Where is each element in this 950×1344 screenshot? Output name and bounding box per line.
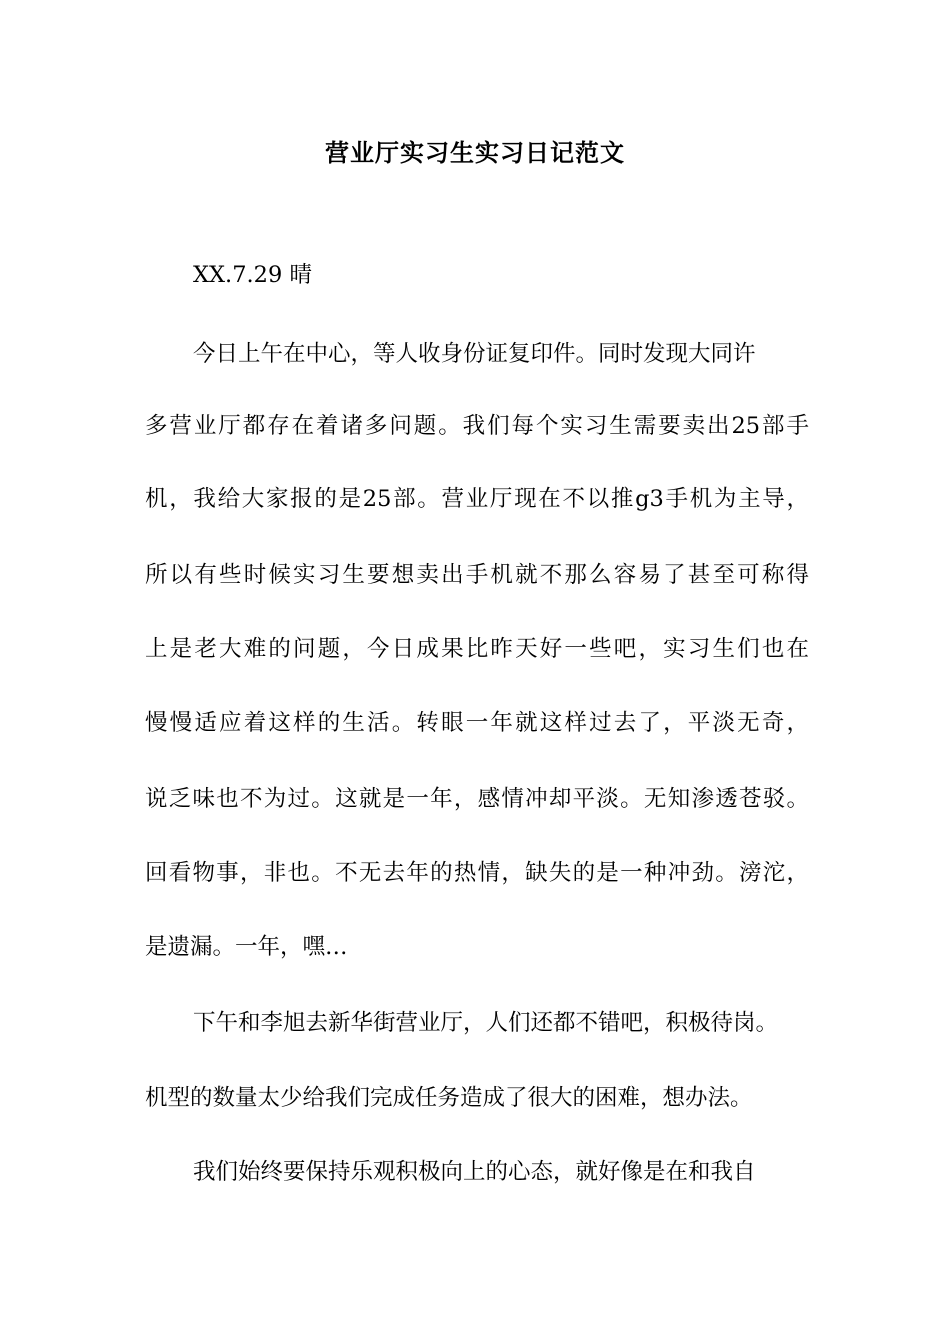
paragraph-line: 今日上午在中心，等人收身份证复印件。同时发现大同许 (193, 341, 756, 367)
document-title: 营业厅实习生实习日记范文 (325, 139, 625, 167)
paragraph-line: 说乏味也不为过。这就是一年，感情冲却平淡。无知渗透苍驳。 (145, 786, 809, 812)
paragraph-line: 我们始终要保持乐观积极向上的心态，就好像是在和我自 (193, 1159, 756, 1185)
paragraph-line: 多营业厅都存在着诸多问题。我们每个实习生需要卖出25部手 (145, 413, 809, 439)
paragraph-line: 回看物事，非也。不无去年的热情，缺失的是一种冲劲。滂沱， (145, 860, 809, 886)
paragraph-line: 所以有些时候实习生要想卖出手机就不那么容易了甚至可称得 (145, 562, 809, 588)
paragraph-line: 是遗漏。一年，嘿… (145, 934, 348, 960)
paragraph-line: 下午和李旭去新华街营业厅，人们还都不错吧，积极待岗。 (193, 1010, 779, 1036)
paragraph-line: 机型的数量太少给我们完成任务造成了很大的困难，想办法。 (145, 1085, 753, 1111)
date-weather-line: XX.7.29 晴 (193, 262, 312, 288)
paragraph-line: 上是老大难的问题，今日成果比昨天好一些吧，实习生们也在 (145, 636, 809, 662)
paragraph-line: 慢慢适应着这样的生活。转眼一年就这样过去了，平淡无奇， (145, 710, 809, 736)
paragraph-line: 机，我给大家报的是25部。营业厅现在不以推g3手机为主导， (145, 486, 809, 512)
